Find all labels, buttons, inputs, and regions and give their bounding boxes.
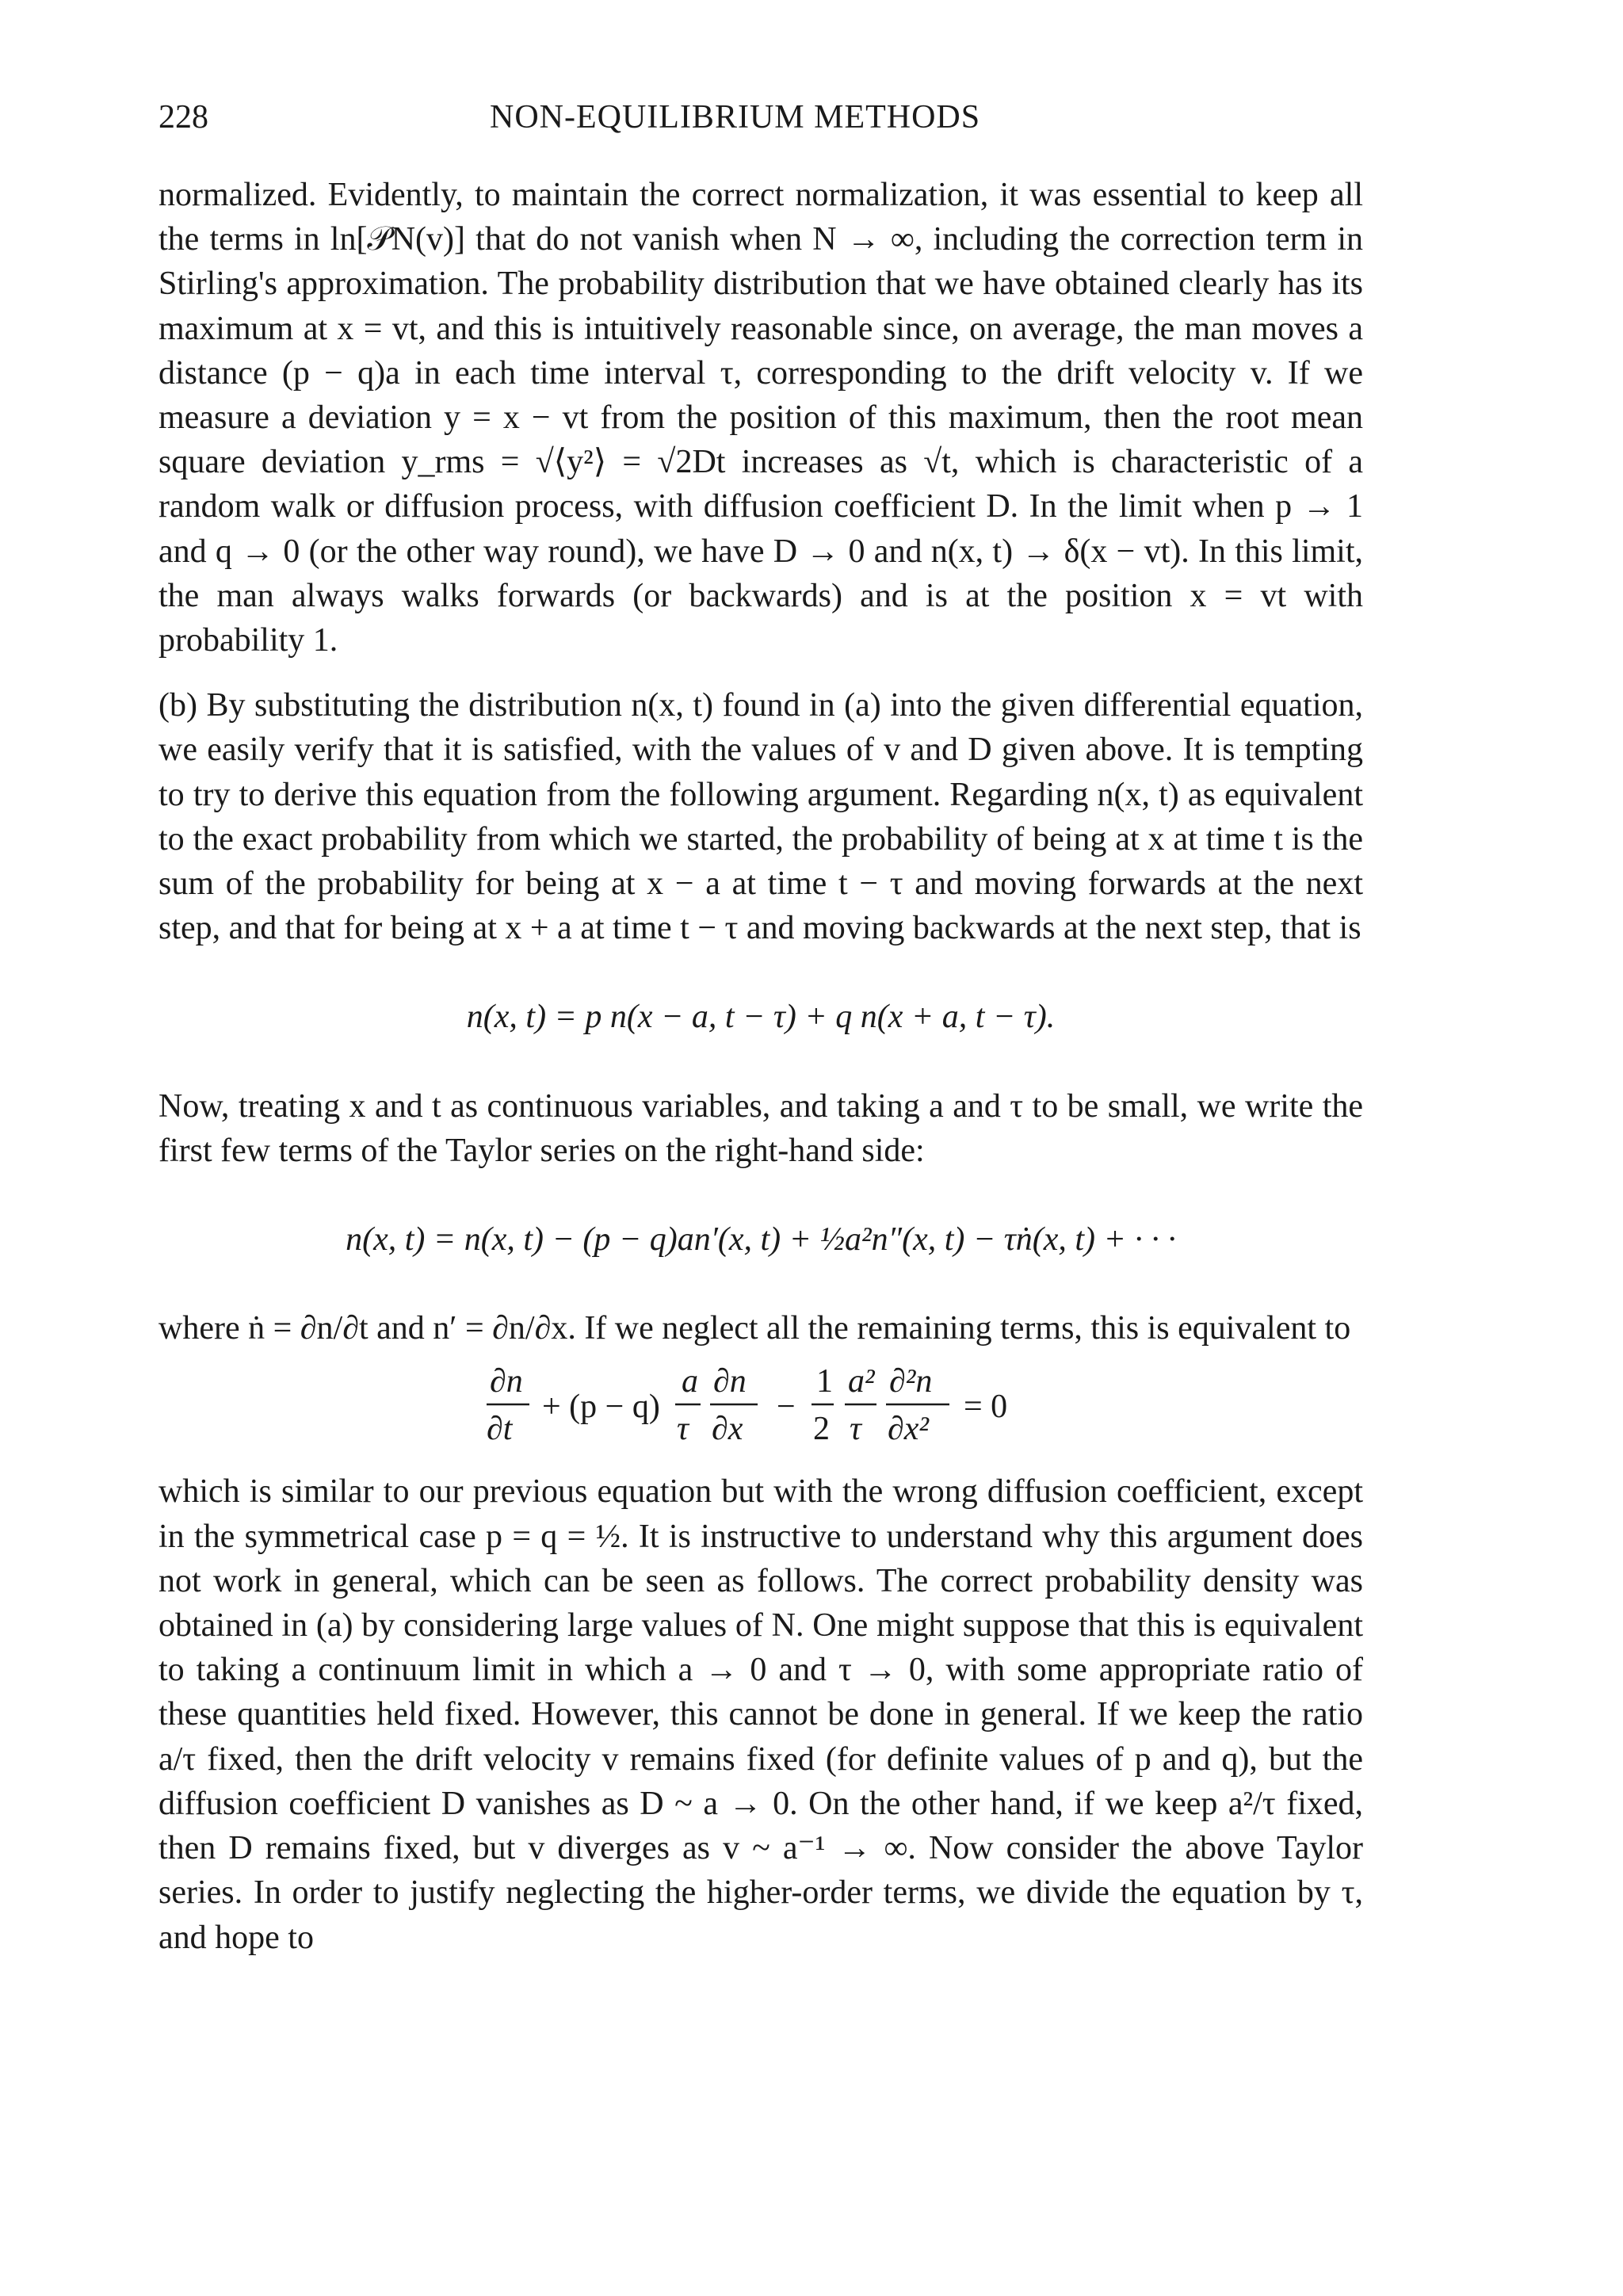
frac-tau-den-2: τ — [850, 1411, 862, 1448]
equation-diffusion — [158, 1357, 1363, 1461]
page-body — [158, 173, 1363, 1960]
equation-taylor: n(x, t) = n(x, t) − (p − q)an′(x, t) + ½a²n″(x, t) − τṅ(x, t) + · · · — [346, 1221, 1176, 1259]
frac-dx2-den: ∂x² — [888, 1411, 929, 1448]
page-header — [158, 94, 1363, 141]
frac-a2-num: a² — [848, 1363, 875, 1400]
term-plus-pq: + (p − q) — [542, 1389, 660, 1426]
frac-dn-num-2: ∂n — [713, 1363, 747, 1400]
paragraph-normalization: normalized. Evidently, to maintain the correct normalization, it was essential to keep all the terms in ln[𝒫N(v)] that do not vanish when N → ∞, including the correction term in Stirling's approximation. The probability distribution that we have obtained clearly has its maximum at x = vt, and this is intuitively reasonable since, on average, the man moves a distance (p − q)a in each time interval τ, corresponding to the drift velocity v. If we measure a deviation y = x − vt from the position of this maximum, then the root mean square deviation y_rms = √⟨y²⟩ = √2Dt increases as √t, which is characteristic of a random walk or diffusion process, with diffusion coefficient D. In the limit when p → 1 and q → 0 (or the other way round), we have D → 0 and n(x, t) → δ(x − vt). In this limit, the man always walks forwards (or backwards) and is at the position x = vt with probability 1. — [158, 177, 1363, 659]
frac-two-den: 2 — [813, 1411, 830, 1448]
term-minus: − — [777, 1389, 796, 1426]
frac-dx-den: ∂x — [712, 1411, 743, 1448]
equation-recursion: n(x, t) = p n(x − a, t − τ) + q n(x + a, t − τ). — [466, 999, 1056, 1036]
frac-one-num: 1 — [816, 1363, 833, 1400]
frac-dn-num: ∂n — [490, 1363, 523, 1400]
frac-tau-den: τ — [677, 1411, 689, 1448]
frac-a-num: a — [682, 1363, 698, 1400]
paragraph-wrong-diffusion: which is similar to our previous equation but with the wrong diffusion coefficient, except in the symmetrical case p = q = ½. It is instructive to understand why this argument does not work in general, which can be seen as follows. The correct probability density was obtained in (a) by considering large values of N. One might suppose that this is equivalent to taking a continuum limit in which a → 0 and τ → 0, with some appropriate ratio of these quantities held fixed. However, this cannot be done in general. If we keep the ratio a/τ fixed, then the drift velocity v remains fixed (for definite values of p and q), but the diffusion coefficient D vanishes as D ~ a → 0. On the other hand, if we keep a²/τ fixed, then D remains fixed, but v diverges as v ~ a⁻¹ → ∞. Now consider the above Taylor series. In order to justify neglecting the higher-order terms, we divide the equation by τ, and hope to — [158, 1473, 1363, 1956]
running-title: NON-EQUILIBRIUM METHODS — [490, 99, 981, 136]
paragraph-derivatives: where ṅ = ∂n/∂t and n′ = ∂n/∂x. If we neglect all the remaining terms, this is equivalent to — [158, 1310, 1351, 1347]
paragraph-part-b: (b) By substituting the distribution n(x, t) found in (a) into the given differential equation, we easily verify that it is satisfied, with the values of v and D given above. It is tempting to try to derive this equation from the following argument. Regarding n(x, t) as equivalent to the exact probability from which we started, the probability of being at x at time t is the sum of the probability for being at x − a at time t − τ and moving forwards at the next step, and that for being at x + a at time t − τ and moving backwards at the next step, that is — [158, 687, 1363, 947]
frac-d2n-num: ∂²n — [889, 1363, 933, 1400]
paragraph-taylor-intro: Now, treating x and t as continuous variables, and taking a and τ to be small, we write the first few terms of the Taylor series on the right-hand side: — [158, 1087, 1363, 1169]
frac-dt-den: ∂t — [487, 1411, 513, 1448]
page-number: 228 — [158, 99, 208, 136]
term-equals-zero: = 0 — [964, 1389, 1008, 1426]
